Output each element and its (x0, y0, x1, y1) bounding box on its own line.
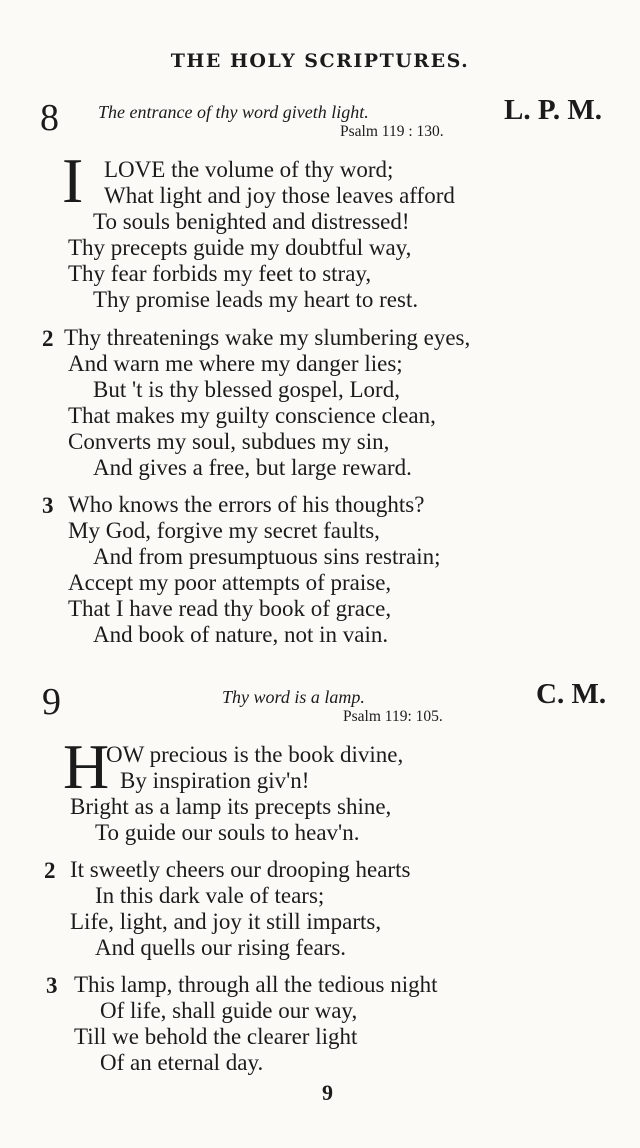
hymn-8-s2-l1: Thy threatenings wake my slumbering eyes, (64, 325, 471, 350)
hymn-9-s1-l3: Bright as a lamp its precepts shine, (70, 794, 392, 819)
hymn-8-s1-l4: Thy precepts guide my doubtful way, (68, 235, 412, 260)
hymn-9-s1-l1: OW precious is the book divine, (106, 742, 404, 767)
hymn-8-s2-l2: And warn me where my danger lies; (68, 351, 403, 376)
hymn-8-s3-l3: And from presumptuous sins restrain; (93, 544, 441, 569)
hymn-9-reference: Psalm 119: 105. (343, 708, 443, 725)
hymn-8-s1-l1: LOVE the volume of thy word; (104, 157, 394, 182)
hymn-8-title: The entrance of thy word giveth light. (98, 102, 369, 122)
hymn-9-meter: C. M. (536, 678, 607, 710)
hymn-8-s2-l5: Converts my soul, subdues my sin, (68, 429, 390, 454)
hymn-9-s2-l4: And quells our rising fears. (95, 935, 347, 960)
hymn-8-s2-number: 2 (42, 326, 54, 351)
hymn-8-s1-l3: To souls benighted and distressed! (93, 209, 410, 234)
hymn-9-s2-l1: It sweetly cheers our drooping hearts (70, 857, 411, 882)
page-header: THE HOLY SCRIPTURES. (170, 50, 470, 72)
hymn-8-s1-l2: What light and joy those leaves afford (104, 183, 455, 208)
hymn-9-dropcap: H (63, 731, 110, 802)
hymn-9-s2-l2: In this dark vale of tears; (95, 883, 325, 908)
hymn-8-s1-l5: Thy fear forbids my feet to stray, (68, 261, 372, 286)
hymn-8-reference: Psalm 119 : 130. (340, 123, 444, 140)
hymn-9-number: 9 (42, 681, 61, 723)
hymn-8-s2-l4: That makes my guilty conscience clean, (68, 403, 436, 428)
hymn-9-s3-number: 3 (46, 973, 58, 998)
hymn-9-s2-l3: Life, light, and joy it still imparts, (70, 909, 382, 934)
hymn-9-s3-l2: Of life, shall guide our way, (100, 998, 358, 1023)
hymn-8-s3-number: 3 (42, 493, 54, 518)
hymn-8-s3-l4: Accept my poor attempts of praise, (68, 570, 392, 595)
hymn-8-s3-l6: And book of nature, not in vain. (93, 622, 389, 647)
page-number: 9 (322, 1080, 333, 1105)
hymn-8-dropcap: I (62, 145, 84, 216)
hymn-9-s1-l4: To guide our souls to heav'n. (95, 820, 360, 845)
hymn-8-s1-l6: Thy promise leads my heart to rest. (93, 287, 419, 312)
hymn-9-s2-number: 2 (44, 858, 56, 883)
hymn-9-s3-l4: Of an eternal day. (100, 1050, 264, 1075)
hymn-8-number: 8 (40, 97, 59, 139)
hymn-8-s3-l5: That I have read thy book of grace, (68, 596, 392, 621)
hymn-9-s3-l1: This lamp, through all the tedious night (74, 972, 438, 997)
hymn-9-s1-l2: By inspiration giv'n! (120, 768, 310, 793)
hymn-8-meter: L. P. M. (504, 94, 603, 126)
hymn-8-s3-l2: My God, forgive my secret faults, (68, 518, 380, 543)
hymn-9-title: Thy word is a lamp. (222, 687, 365, 707)
hymn-9-s3-l3: Till we behold the clearer light (74, 1024, 358, 1049)
hymn-8-s3-l1: Who knows the errors of his thoughts? (68, 492, 425, 517)
hymn-8-s2-l6: And gives a free, but large reward. (93, 455, 412, 480)
hymn-8-s2-l3: But 't is thy blessed gospel, Lord, (93, 377, 400, 402)
